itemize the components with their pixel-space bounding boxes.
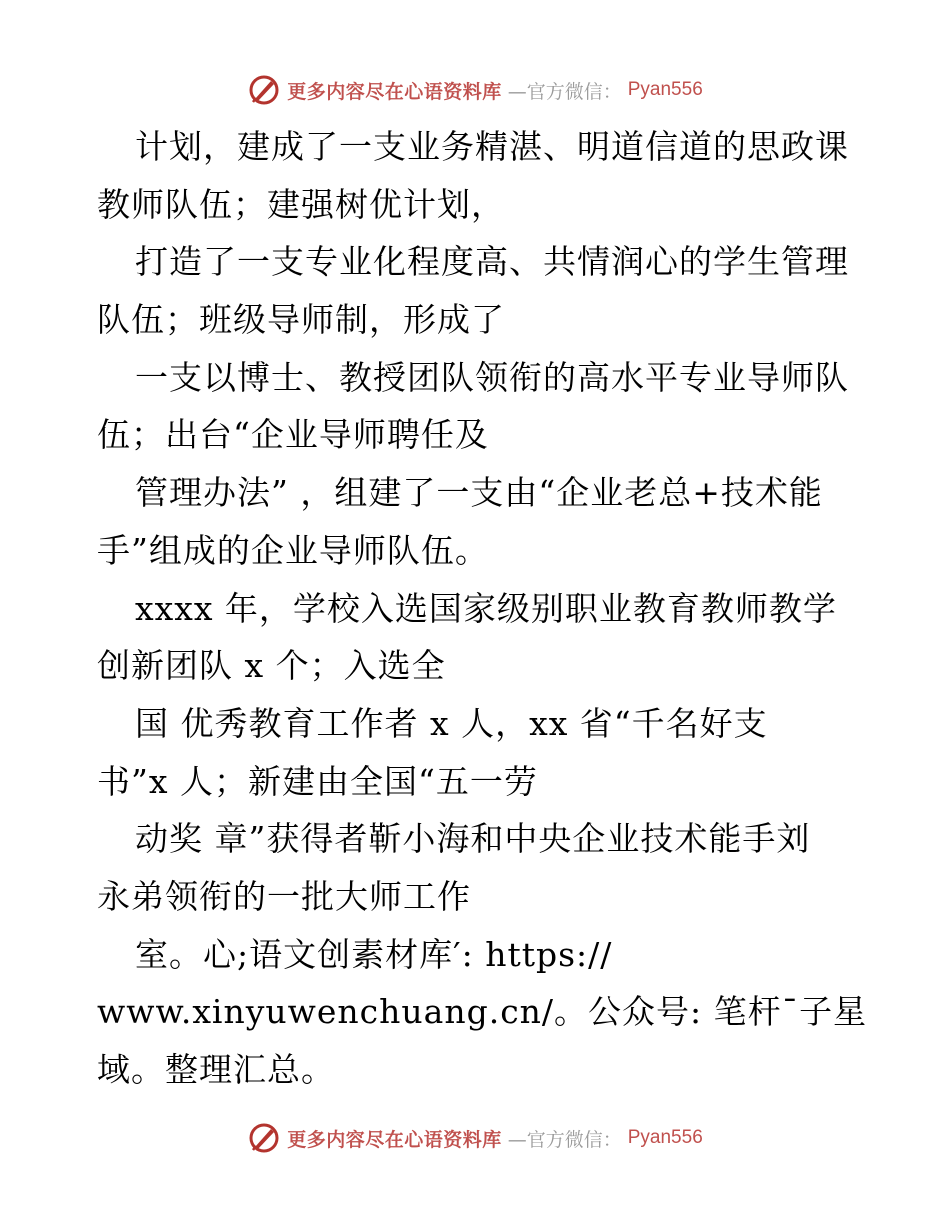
- text-line: www.xinyuwenchuang.cn/。公众号: 笔杆¯子星: [97, 992, 868, 1032]
- quill-logo-icon: [247, 1121, 281, 1155]
- text-line: 域。整理汇总。: [97, 1050, 335, 1089]
- text-line: 手”组成的企业导师队伍。: [97, 530, 489, 570]
- text-line: 动奖 章”获得者靳小海和中央企业技术能手刘: [135, 819, 811, 859]
- header-banner: [0, 70, 950, 110]
- text-line: 一支以博士、教授团队领衔的高水平专业导师队: [135, 357, 849, 397]
- quill-logo-icon: [247, 73, 281, 107]
- text-line: xxxx 年，学校入选国家级别职业教育教师教学: [135, 588, 837, 628]
- banner-official-text: —官方微信：: [507, 80, 622, 103]
- text-line: 计划，建成了一支业务精湛、明道信道的思政课: [135, 127, 849, 166]
- banner-wechat-id: Pyan556: [627, 79, 703, 100]
- document-body: [97, 118, 877, 1099]
- text-line: 书”x 人；新建由全国“五一劳: [97, 761, 538, 801]
- text-line: 创新团队 x 个；入选全: [97, 646, 446, 686]
- text-line: 队伍；班级导师制，形成了: [97, 300, 505, 340]
- footer-banner: [0, 1118, 950, 1158]
- text-line: 伍；出台“企业导师聘任及: [97, 415, 489, 455]
- text-line: 管理办法” ，组建了一支由“企业老总+技术能: [135, 473, 823, 513]
- banner-brand-text: 更多内容尽在心语资料库: [287, 80, 502, 103]
- text-line: 永弟领衔的一批大师工作: [97, 876, 471, 916]
- text-line: 教师队伍；建强树优计划，: [97, 184, 505, 224]
- text-line: 国 优秀教育工作者 x 人，xx 省“千名好支: [135, 703, 768, 743]
- banner-official-text: —官方微信：: [507, 1128, 622, 1151]
- banner-wechat-id: Pyan556: [627, 1127, 703, 1148]
- banner-brand-text: 更多内容尽在心语资料库: [287, 1128, 502, 1151]
- text-line: 打造了一支专业化程度高、共情润心的学生管理: [135, 242, 849, 282]
- text-line: 室。心;语文创素材库′: https://: [135, 934, 613, 974]
